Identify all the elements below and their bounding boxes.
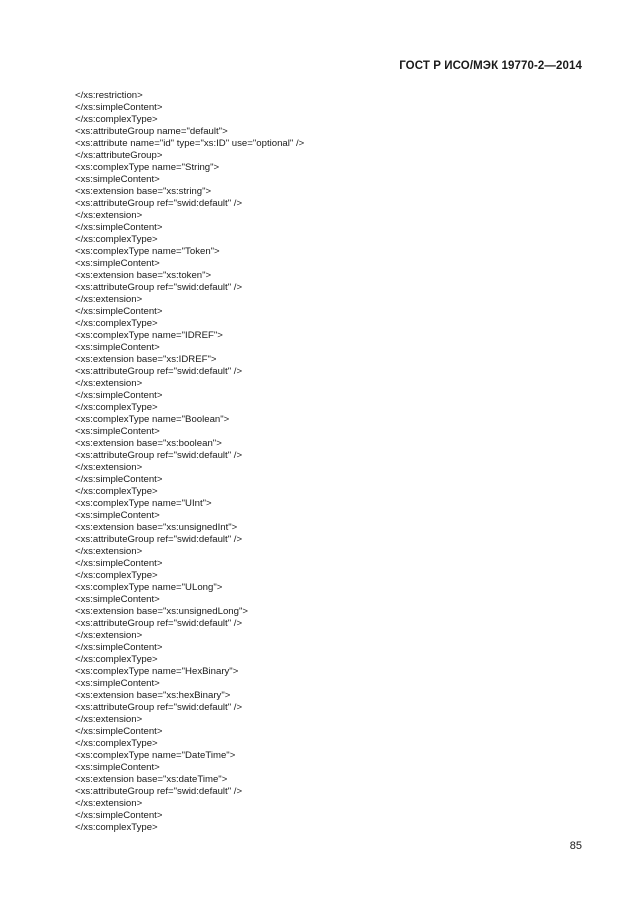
code-line: <xs:simpleContent> bbox=[75, 258, 160, 269]
code-line: <xs:attributeGroup ref="swid:default" /> bbox=[75, 702, 243, 713]
code-line: <xs:attributeGroup ref="swid:default" /> bbox=[75, 534, 243, 545]
code-line: </xs:complexType> bbox=[75, 570, 158, 581]
code-line: </xs:complexType> bbox=[75, 822, 158, 833]
code-line: <xs:complexType name="IDREF"> bbox=[75, 330, 223, 341]
code-line: <xs:simpleContent> bbox=[75, 762, 160, 773]
code-line: </xs:simpleContent> bbox=[75, 558, 163, 569]
code-line: <xs:simpleContent> bbox=[75, 594, 160, 605]
code-line: <xs:simpleContent> bbox=[75, 342, 160, 353]
code-line: </xs:extension> bbox=[75, 462, 143, 473]
code-line: </xs:simpleContent> bbox=[75, 390, 163, 401]
code-line: <xs:extension base="xs:unsignedInt"> bbox=[75, 522, 238, 533]
code-line: <xs:extension base="xs:dateTime"> bbox=[75, 774, 228, 785]
code-line: <xs:complexType name="ULong"> bbox=[75, 582, 223, 593]
code-line: </xs:simpleContent> bbox=[75, 726, 163, 737]
code-line: <xs:complexType name="Token"> bbox=[75, 246, 220, 257]
code-line: </xs:complexType> bbox=[75, 486, 158, 497]
code-line: </xs:complexType> bbox=[75, 738, 158, 749]
code-line: </xs:complexType> bbox=[75, 402, 158, 413]
code-line: </xs:complexType> bbox=[75, 318, 158, 329]
code-line: <xs:attributeGroup ref="swid:default" /> bbox=[75, 282, 243, 293]
code-line: </xs:attributeGroup> bbox=[75, 150, 163, 161]
code-line: <xs:attribute name="id" type="xs:ID" use="optional" /> bbox=[75, 138, 305, 149]
code-line: </xs:simpleContent> bbox=[75, 810, 163, 821]
code-line: <xs:complexType name="DateTime"> bbox=[75, 750, 236, 761]
code-line: <xs:extension base="xs:hexBinary"> bbox=[75, 690, 231, 701]
code-line: <xs:simpleContent> bbox=[75, 174, 160, 185]
code-line: <xs:extension base="xs:IDREF"> bbox=[75, 354, 217, 365]
code-line: </xs:simpleContent> bbox=[75, 642, 163, 653]
code-line: <xs:extension base="xs:boolean"> bbox=[75, 438, 222, 449]
code-line: <xs:attributeGroup ref="swid:default" /> bbox=[75, 786, 243, 797]
code-line: </xs:extension> bbox=[75, 714, 143, 725]
code-line: <xs:attributeGroup ref="swid:default" /> bbox=[75, 366, 243, 377]
page-number: 85 bbox=[569, 840, 582, 852]
code-line: <xs:complexType name="UInt"> bbox=[75, 498, 212, 509]
code-line: </xs:complexType> bbox=[75, 654, 158, 665]
code-line: <xs:attributeGroup ref="swid:default" /> bbox=[75, 450, 243, 461]
code-line: </xs:simpleContent> bbox=[75, 222, 163, 233]
code-line: </xs:extension> bbox=[75, 798, 143, 809]
code-line: <xs:attributeGroup ref="swid:default" /> bbox=[75, 618, 243, 629]
code-line: </xs:complexType> bbox=[75, 114, 158, 125]
code-line: <xs:attributeGroup ref="swid:default" /> bbox=[75, 198, 243, 209]
code-line: <xs:attributeGroup name="default"> bbox=[75, 126, 228, 137]
code-line: </xs:simpleContent> bbox=[75, 306, 163, 317]
code-line: <xs:simpleContent> bbox=[75, 510, 160, 521]
code-line: <xs:complexType name="String"> bbox=[75, 162, 220, 173]
code-line: </xs:complexType> bbox=[75, 234, 158, 245]
code-line: </xs:extension> bbox=[75, 630, 143, 641]
code-line: <xs:simpleContent> bbox=[75, 678, 160, 689]
code-line: </xs:restriction> bbox=[75, 90, 143, 101]
code-line: </xs:extension> bbox=[75, 546, 143, 557]
code-line: </xs:extension> bbox=[75, 294, 143, 305]
code-line: <xs:complexType name="Boolean"> bbox=[75, 414, 230, 425]
xml-schema-code-block bbox=[75, 90, 304, 834]
code-line: <xs:extension base="xs:unsignedLong"> bbox=[75, 606, 248, 617]
code-line: </xs:extension> bbox=[75, 210, 143, 221]
code-line: <xs:extension base="xs:string"> bbox=[75, 186, 212, 197]
page-header-standard: ГОСТ Р ИСО/МЭК 19770-2—2014 bbox=[399, 60, 582, 72]
code-line: <xs:complexType name="HexBinary"> bbox=[75, 666, 239, 677]
code-line: <xs:simpleContent> bbox=[75, 426, 160, 437]
code-line: </xs:simpleContent> bbox=[75, 102, 163, 113]
code-line: </xs:extension> bbox=[75, 378, 143, 389]
code-line: <xs:extension base="xs:token"> bbox=[75, 270, 212, 281]
code-line: </xs:simpleContent> bbox=[75, 474, 163, 485]
